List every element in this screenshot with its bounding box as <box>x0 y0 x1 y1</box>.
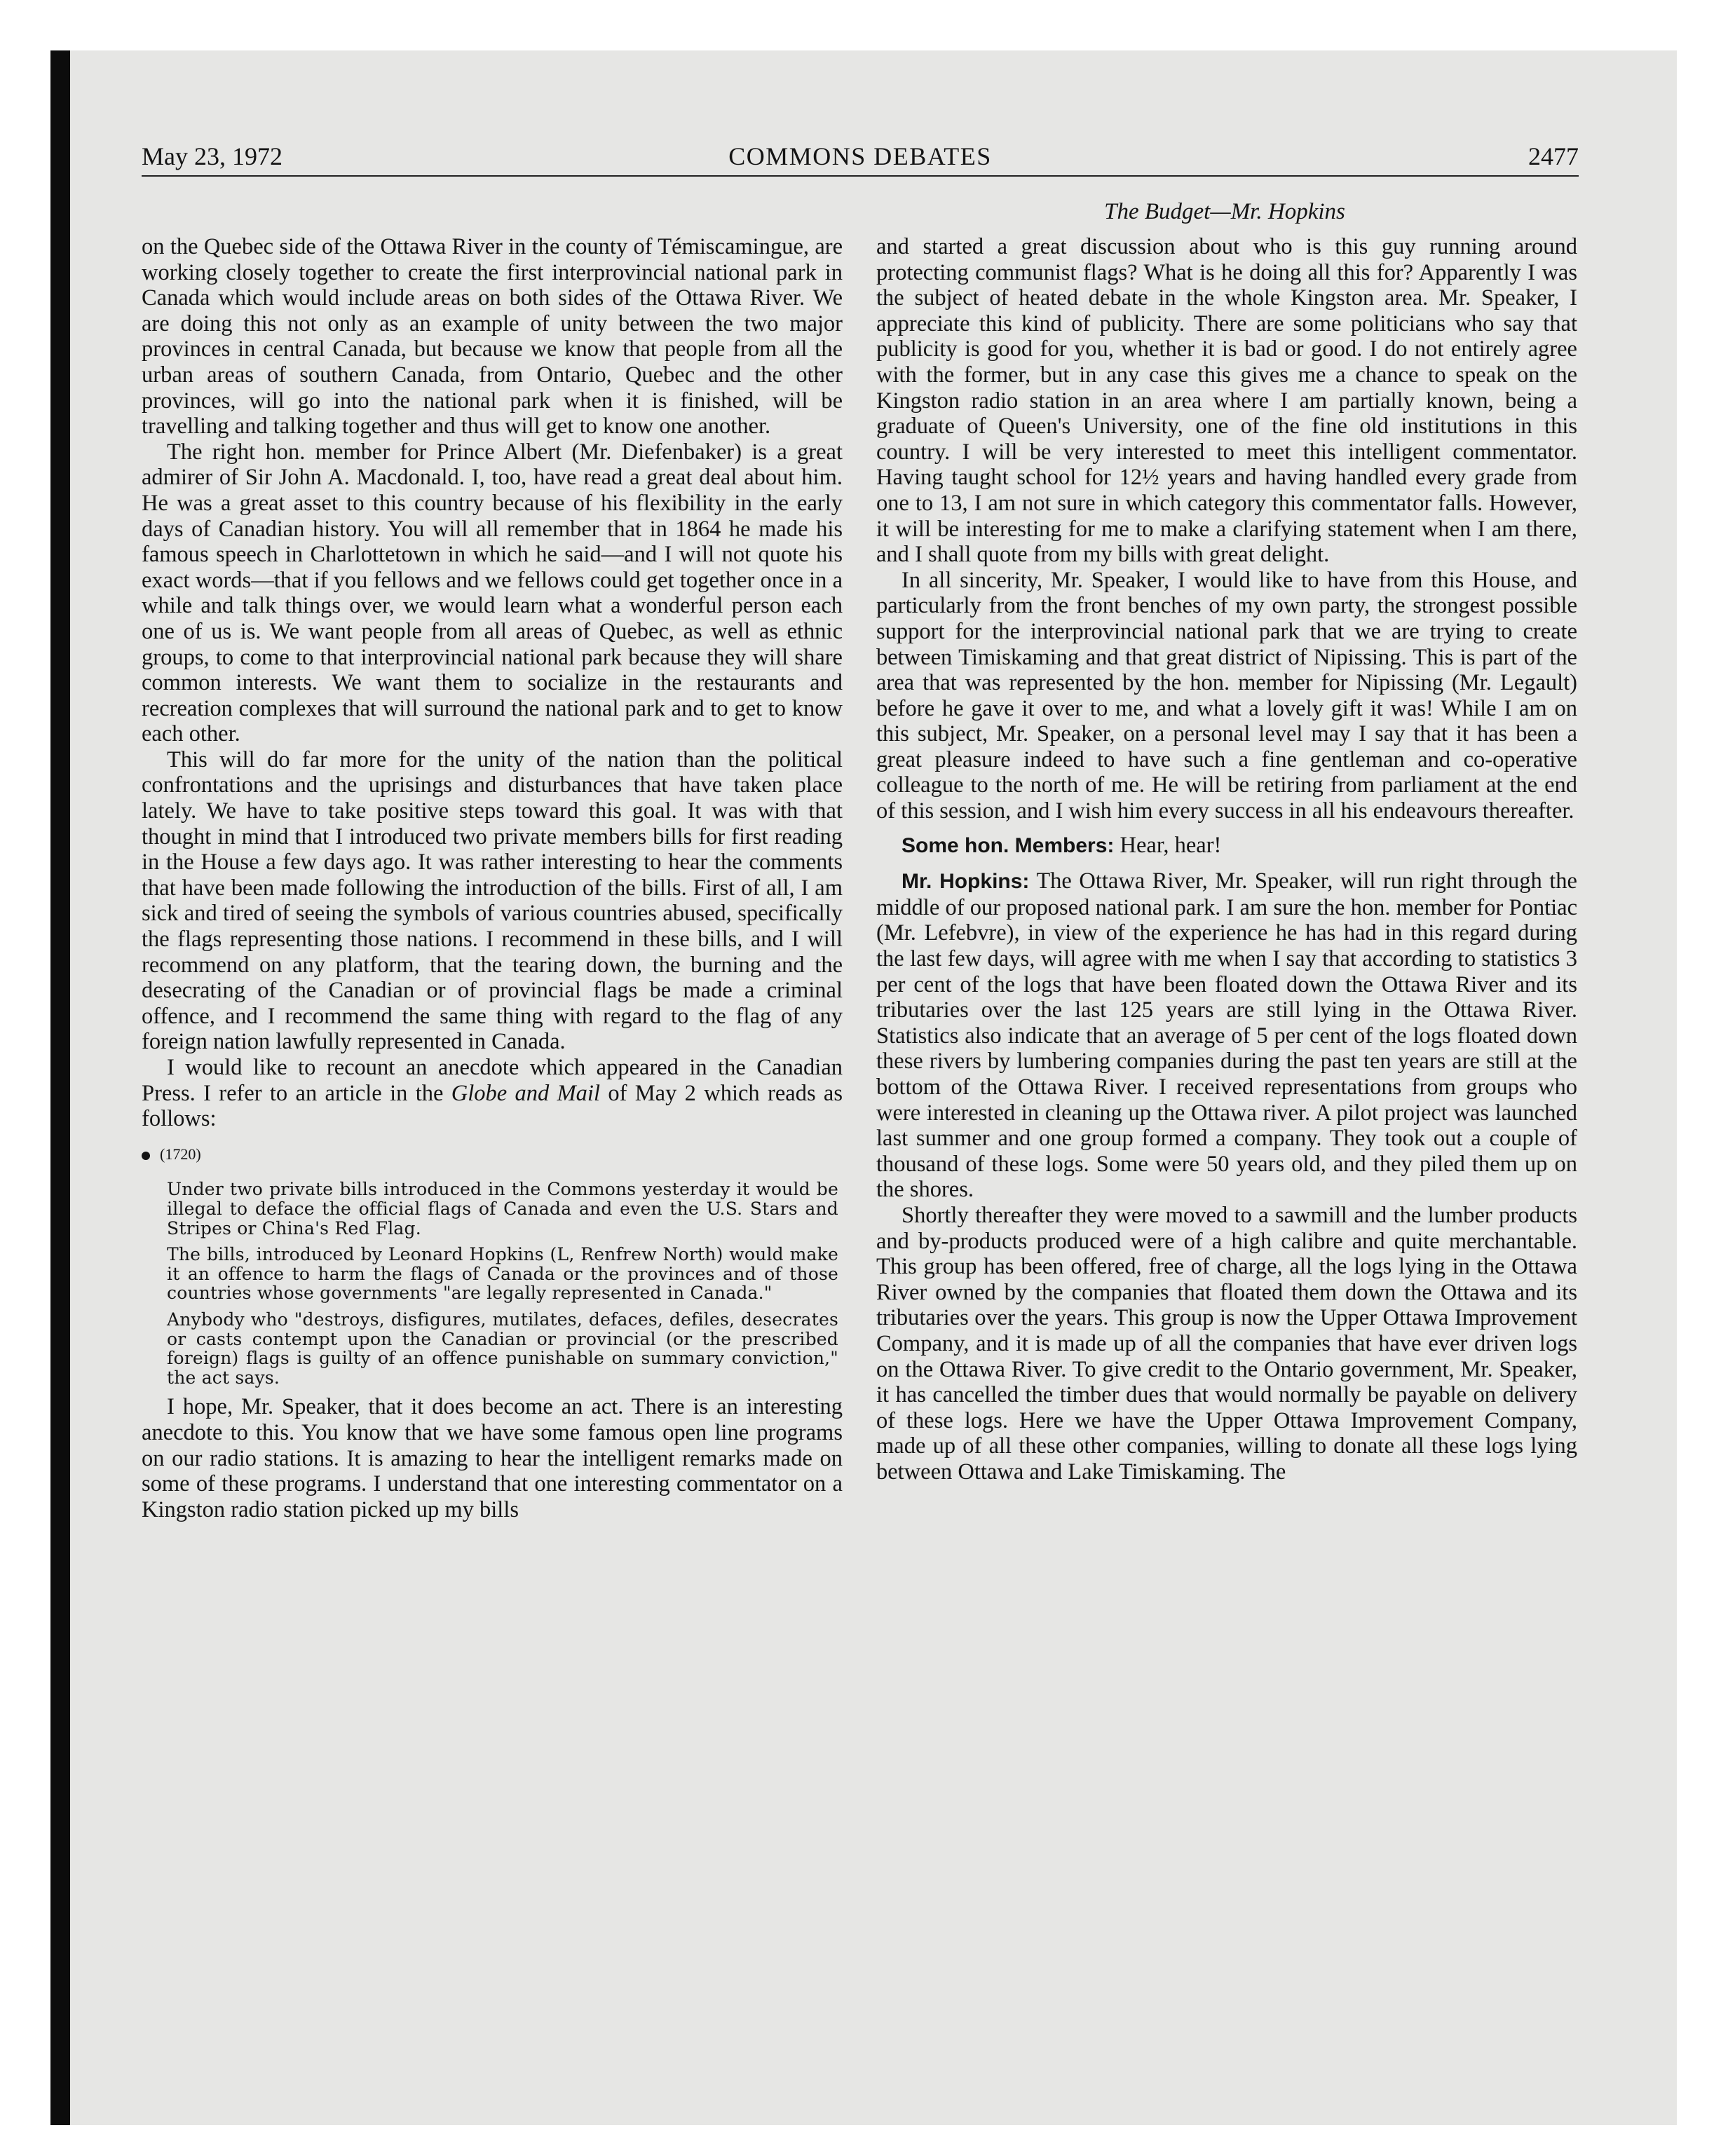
quote-paragraph-2: The bills, introduced by Leonard Hopkins (L, Renfrew North) would make it an offence to harm the flags of Canada or the provinces and of those countries whose governments "are legally represented in Canada." <box>167 1244 838 1304</box>
speaker-label-members: Some hon. Members: <box>901 833 1115 857</box>
hopkins-speech <box>876 868 1577 1203</box>
scan-edge-bar <box>50 50 70 2125</box>
left-paragraph-4-text-a: I would like to recount an anecdote which appeared in the Canadian Press. I refer to an article in the <box>142 1055 843 1106</box>
left-paragraph-3: This will do far more for the unity of the nation than the political confrontations and the uprisings and disturbances that have taken place lately. We have to take positive steps toward this goal. It was with that thought in mind that I introduced two private members bills for first reading in the House a few days ago. It was rather interesting to hear the comments that have been made following the introduction of the bills. First of all, I am sick and tired of seeing the symbols of various countries abused, specifically the flags representing those nations. I recommend in these bills, and I will recommend on any platform, that the tearing down, the burning and the desecrating of the Canadian or of provincial flags be made a criminal offence, and I recommend the same thing with regard to the flag of any foreign nation lawfully represented in Canada. <box>142 746 843 1055</box>
right-paragraph-3: Shortly thereafter they were moved to a sawmill and the lumber products and by-products produced were of a high calibre and quite merchantable. This group has been offered, free of charge, all the logs lying in the Ottawa River owned by the companies that floated them down the Ottawa and its tributaries over the years. This group is now the Upper Ottawa Improvement Company, and it is made up of all the companies that have ever driven logs on the Ottawa River. To give credit to the Ontario government, Mr. Speaker, it has cancelled the timber dues that would normally be payable on delivery of these logs. Here we have the Upper Ottawa Improvement Company, made up of all these other companies, willing to donate all these logs lying between Ottawa and Lake Timiskaming. The <box>876 1202 1577 1485</box>
time-marker-text: (1720) <box>160 1145 201 1163</box>
left-paragraph-4-text-b: of May 2 which reads as follows: <box>142 1080 843 1132</box>
header-title: COMMONS DEBATES <box>728 142 992 170</box>
left-paragraph-1: on the Quebec side of the Ottawa River in the county of Témiscamingue, are working closely together to create the first interprovincial national park in Canada which would include areas on both sides of the Ottawa River. We are doing this not only as an example of unity between the two major provinces in central Canada, but because we know that people from all the urban areas of southern Canada, from Ontario, Quebec and the other provinces, will go into the national park when it is finished, will be travelling and talking together and thus will get to know one another. <box>142 234 843 439</box>
time-marker <box>142 1142 843 1168</box>
left-paragraph-5: I hope, Mr. Speaker, that it does become an act. There is an interesting anecdote to this. You know that we have some famous open line programs on our radio stations. It is amazing to hear the intelligent remarks made on some of these programs. I understand that one interesting commentator on a Kingston radio station picked up my bills <box>142 1394 843 1522</box>
left-paragraph-2: The right hon. member for Prince Albert (Mr. Diefenbaker) is a great admirer of Sir John A. Macdonald. I, too, have read a great deal about him. He was a great asset to this country because of his flexibility in the early days of Canadian history. You will all remember that in 1864 he made his famous speech in Charlottetown in which he said—and I will not quote his exact words—that if you fellows and we fellows could get together once in a while and talk things over, we would learn what a wonderful person each one of us is. We want people from all areas of Quebec, as well as ethnic groups, to come to that interprovincial national park because they will share common interests. We want them to socialize in the restaurants and recreation complexes that will surround the national park and to get to know each other. <box>142 439 843 747</box>
right-paragraph-2: In all sincerity, Mr. Speaker, I would like to have from this House, and particularly from the front benches of my own party, the strongest possible support for the interprovincial national park that we are trying to create between Timiskaming and that great district of Nipissing. This is part of the area that was represented by the hon. member for Nipissing (Mr. Legault) before he gave it over to me, and what a lovely gift it was! While I am on this subject, Mr. Speaker, on a personal level may I say that it has been a great pleasure indeed to have such a fine gentleman and co-operative colleague to the north of me. He will be retiring from parliament at the end of this session, and I wish him every success in all his endeavours thereafter. <box>876 567 1577 824</box>
header-date: May 23, 1972 <box>142 142 283 170</box>
hopkins-speech-text: The Ottawa River, Mr. Speaker, will run right through the middle of our proposed national park. I am sure the hon. member for Pontiac (Mr. Lefebvre), in view of the experience he has had in this regard during the last few days, will agree with me when I say that according to statistics 3 per cent of the logs that have been floated down the Ottawa River and its tributaries over the last 125 years are still lying in the Ottawa River. Statistics also indicate that an average of 5 per cent of the logs floated down these rivers by lumbering companies during the past ten years are still at the bottom of the Ottawa River. I received representations from groups who were interested in cleaning up the Ottawa river. A pilot project was launched last summer and one group formed a company. They took out a couple of thousand of these logs. Some were 50 years old, and they piled them up on the shores. <box>876 868 1577 1203</box>
members-interjection <box>876 833 1577 859</box>
header-page-number: 2477 <box>1528 142 1579 170</box>
left-column <box>142 234 843 1522</box>
newspaper-title: Globe and Mail <box>451 1080 600 1106</box>
right-paragraph-1: and started a great discussion about who is this guy running around protecting communist flags? What is he doing all this for? Apparently I was the subject of heated debate in the whole Kingston area. Mr. Speaker, I appreciate this kind of publicity. There are some politicians who say that publicity is good for you, whether it is bad or good. I do not entirely agree with the former, but in any case this gives me a chance to speak on the Kingston radio station in an area where I am partially known, being a graduate of Queen's University, one of the fine old institutions in this country. I will be very interested to meet this intelligent commentator. Having taught school for 12½ years and having handled every grade from one to 13, I am not sure in which category this commentator falls. However, it will be interesting for me to make a clarifying statement when I am there, and I shall quote from my bills with great delight. <box>876 234 1577 568</box>
quote-paragraph-3: Anybody who "destroys, disfigures, mutilates, defaces, defiles, desecrates or casts contempt upon the Canadian or provincial (or the prescribed foreign) flags is guilty of an offence punishable on summary conviction," the act says. <box>167 1309 838 1388</box>
right-column <box>876 234 1577 1485</box>
bullet-dot-icon <box>142 1152 150 1160</box>
scanned-page <box>50 50 1677 2125</box>
running-head: The Budget—Mr. Hopkins <box>1104 199 1345 224</box>
members-interjection-text: Hear, hear! <box>1114 832 1222 858</box>
left-paragraph-4 <box>142 1055 843 1132</box>
speaker-label-hopkins: Mr. Hopkins: <box>901 870 1030 894</box>
page-header <box>142 142 1579 177</box>
quoted-article <box>167 1180 838 1387</box>
quote-paragraph-1: Under two private bills introduced in the Commons yesterday it would be illegal to deface the official flags of Canada and even the U.S. Stars and Stripes or China's Red Flag. <box>167 1179 838 1239</box>
